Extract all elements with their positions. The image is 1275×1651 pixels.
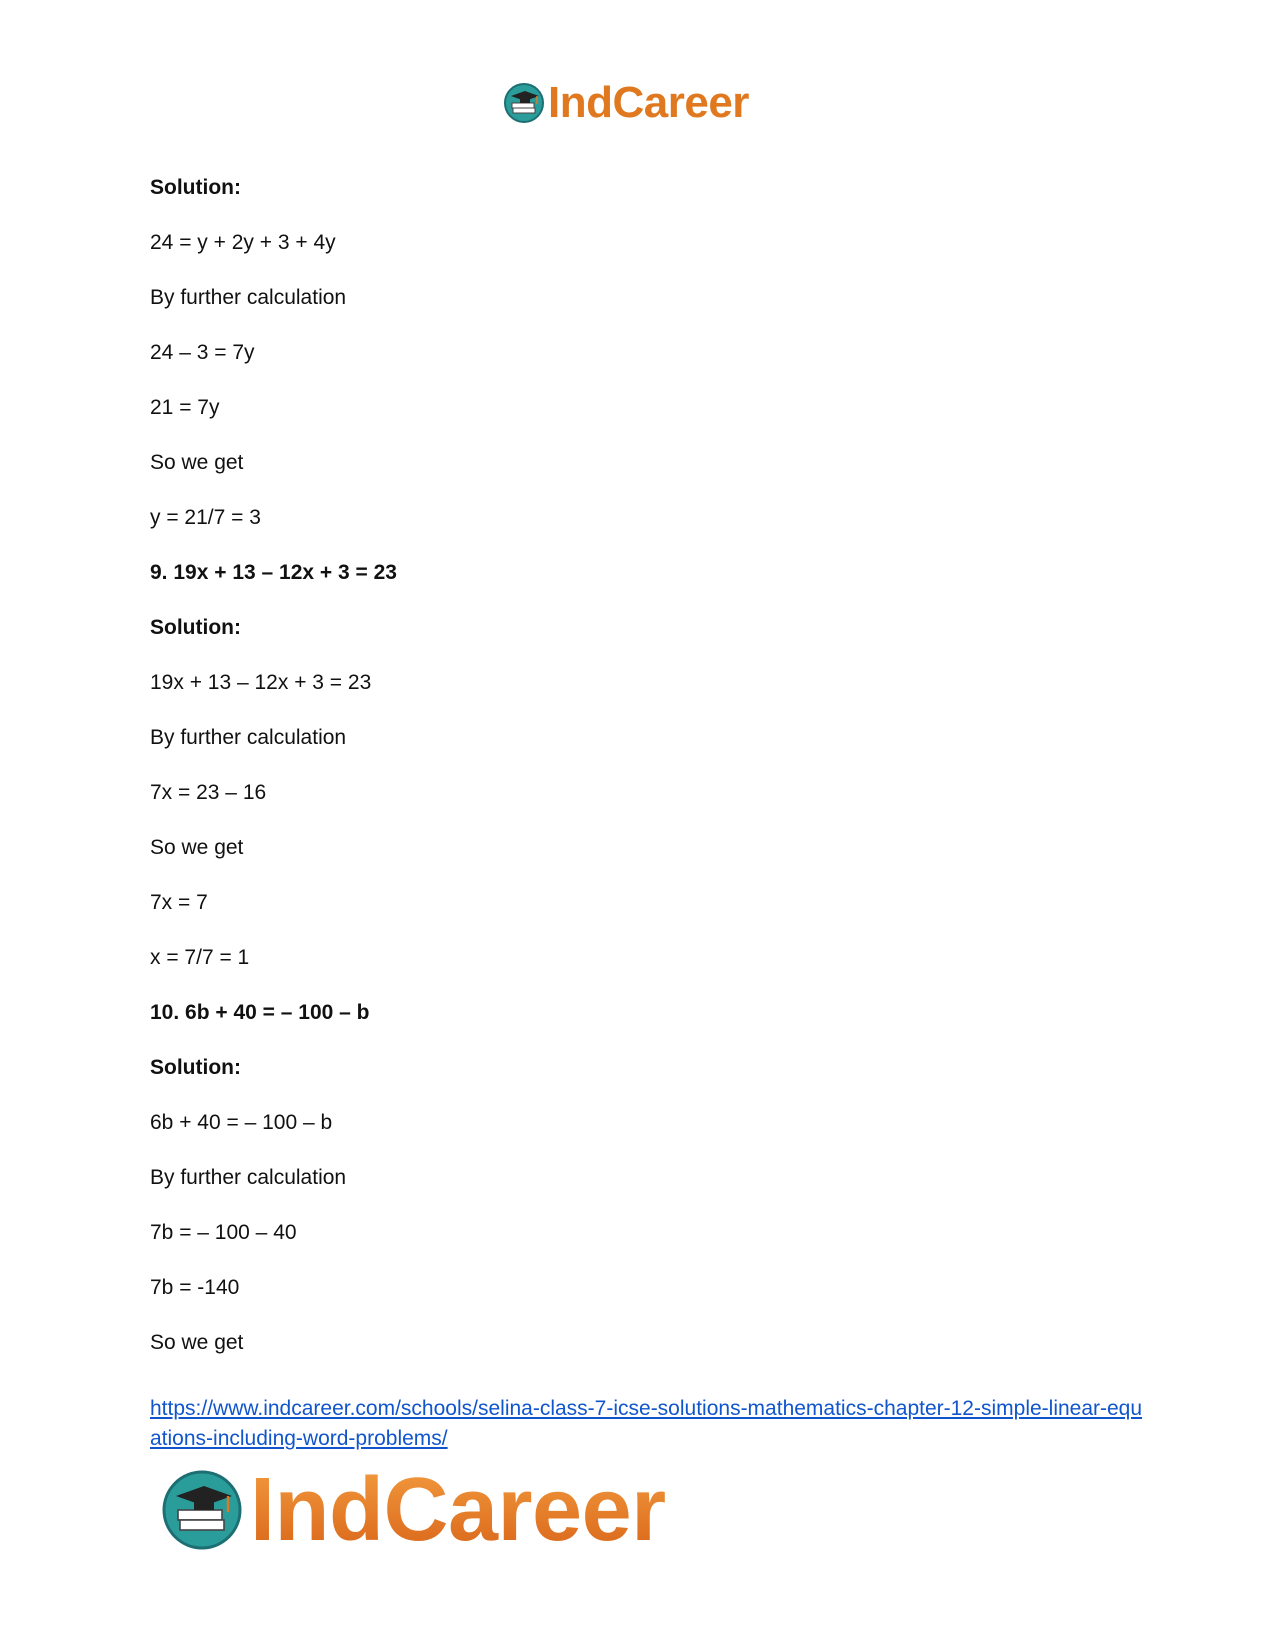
- header-logo: [503, 78, 749, 128]
- text-line: y = 21/7 = 3: [150, 506, 261, 529]
- text-line: 24 – 3 = 7y: [150, 341, 255, 364]
- heading-line: Solution:: [150, 616, 241, 639]
- heading-line: 10. 6b + 40 = – 100 – b: [150, 1001, 370, 1024]
- text-line: 21 = 7y: [150, 396, 220, 419]
- logo-text: IndCareer: [548, 78, 749, 127]
- text-line: 7x = 23 – 16: [150, 781, 267, 804]
- text-line: 6b + 40 = – 100 – b: [150, 1111, 333, 1134]
- heading-line: Solution:: [150, 176, 241, 199]
- graduation-book-icon: [503, 82, 545, 124]
- text-line: So we get: [150, 451, 244, 474]
- graduation-book-icon: [160, 1468, 244, 1552]
- text-line: x = 7/7 = 1: [150, 946, 250, 969]
- text-line: 7b = – 100 – 40: [150, 1221, 297, 1244]
- heading-line: Solution:: [150, 1056, 241, 1079]
- text-line: 24 = y + 2y + 3 + 4y: [150, 231, 336, 254]
- text-line: 7x = 7: [150, 891, 208, 914]
- heading-line: 9. 19x + 13 – 12x + 3 = 23: [150, 561, 397, 584]
- footer-logo: [160, 1460, 666, 1560]
- text-line: By further calculation: [150, 286, 347, 309]
- text-line: 19x + 13 – 12x + 3 = 23: [150, 671, 372, 694]
- solution-content: [150, 175, 1150, 1385]
- source-link[interactable]: https://www.indcareer.com/schools/selina-class-7-icse-solutions-mathematics-chapter-12-simple-linear-equations-including-word-problems/: [150, 1397, 1143, 1450]
- text-line: By further calculation: [150, 1166, 347, 1189]
- text-line: So we get: [150, 836, 244, 859]
- text-line: By further calculation: [150, 726, 347, 749]
- logo-text: IndCareer: [250, 1460, 666, 1560]
- text-line: So we get: [150, 1331, 244, 1354]
- text-line: 7b = -140: [150, 1276, 240, 1299]
